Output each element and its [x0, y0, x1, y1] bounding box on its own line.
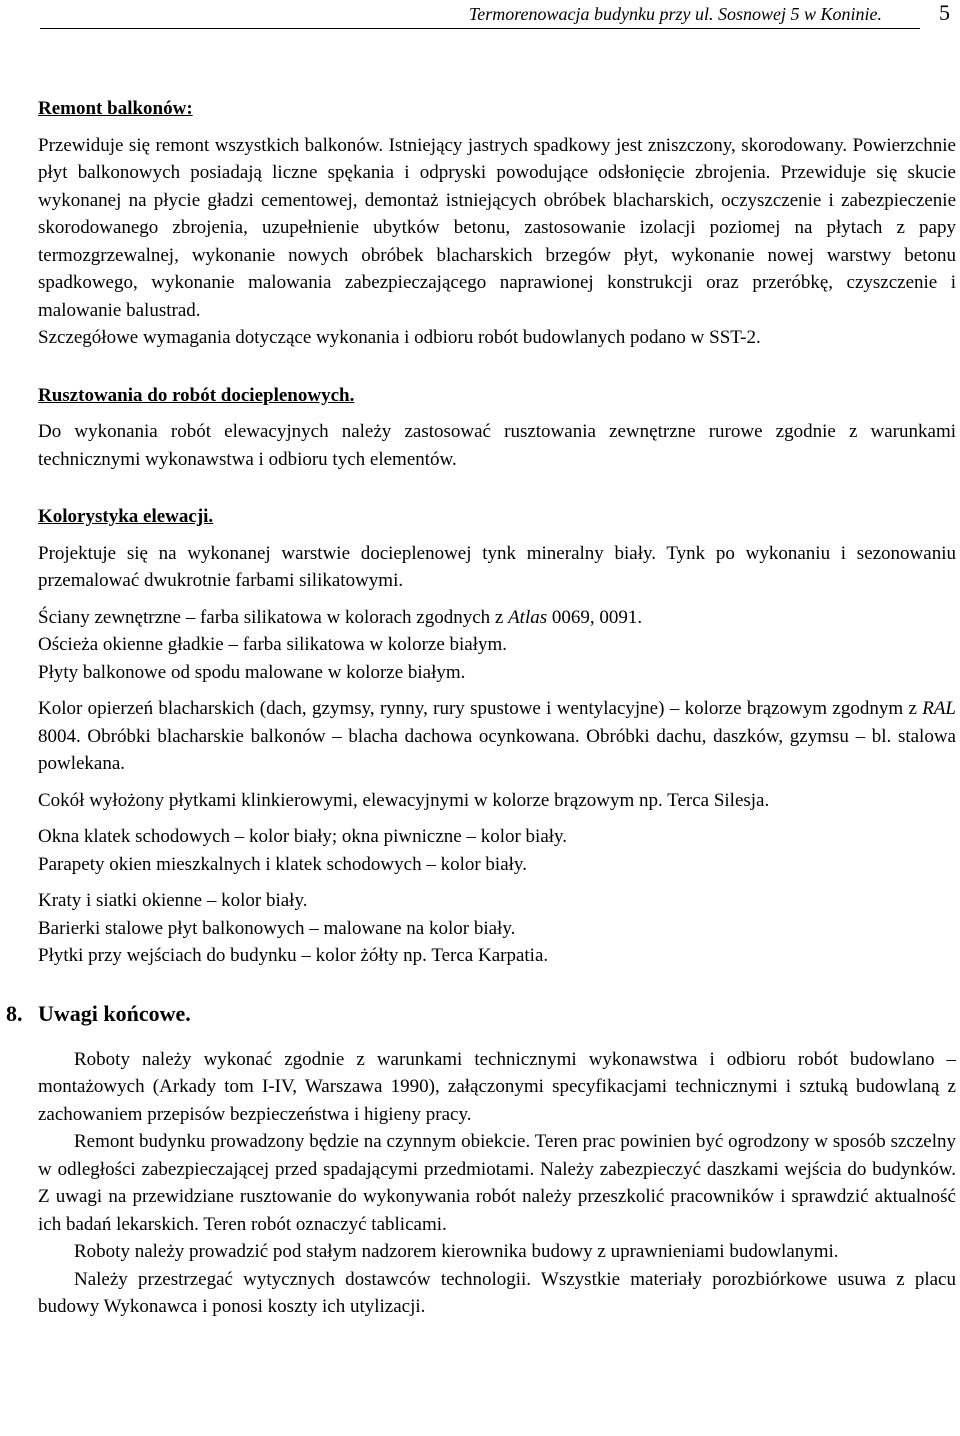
section-title-text: Uwagi końcowe.	[38, 1000, 191, 1026]
uwagi-p1: Roboty należy wykonać zgodnie z warunkami technicznymi wykonawstwa i odbioru robót budowlano – montażowych (Arkady tom I-IV, Warszawa 1990), załączonymi specyfikacjami technicznymi i sztuką budowlaną z zachowaniem przepisów bezpieczeństwa i higieny pracy.	[38, 1048, 956, 1125]
kolorystyka-p6: Cokół wyłożony płytkami klinkierowymi, elewacyjnymi w kolorze brązowym np. Terca Silesja.	[38, 789, 770, 811]
kolorystyka-p1: Projektuje się na wykonanej warstwie docieplenowej tynk mineralny biały. Tynk po wykonaniu i sezonowaniu przemalować dwukrotnie farbami silikatowymi.	[38, 542, 956, 591]
kolorystyka-p3: Ościeża okienne gładkie – farba silikatowa w kolorze białym.	[38, 634, 508, 655]
kolorystyka-heading: Kolorystyka elewacji.	[38, 506, 214, 527]
uwagi-p3: Roboty należy prowadzić pod stałym nadzorem kierownika budowy z uprawnieniami budowlanymi.	[74, 1241, 839, 1262]
kolorystyka-p10: Barierki stalowe płyt balkonowych – malowane na kolor biały.	[38, 917, 516, 939]
kolorystyka-p9: Kraty i siatki okienne – kolor biały.	[38, 890, 308, 911]
uwagi-p2: Remont budynku prowadzony będzie na czynnym obiekcie. Teren prac powinien być ogrodzony w sposób szczelny w odległości zabezpieczającej przed spadającymi przedmiotami. Należy zabezpieczyć daszkami wejścia do budynków. Z uwagi na przewidziane rusztowanie do wykonywania robót należy przeszkolić pracowników i sprawdzić aktualność ich badań lekarskich. Teren robót oznaczyć tablicami.	[38, 1131, 956, 1235]
section-number: 8.	[6, 1000, 23, 1026]
uwagi-p4: Należy przestrzegać wytycznych dostawców technologii. Wszystkie materiały porozbiórkowe usuwa z placu budowy Wykonawca i ponosi koszty ich utylizacji.	[38, 1268, 956, 1317]
rusztowania-paragraph: Do wykonania robót elewacyjnych należy zastosować rusztowania zewnętrzne rurowe zgodnie z warunkami technicznymi wykonawstwa i odbioru tych elementów.	[38, 421, 956, 470]
kolorystyka-p8: Parapety okien mieszkalnych i klatek schodowych – kolor biały.	[38, 853, 527, 875]
section-8-title	[6, 1000, 924, 1028]
balkony-paragraph: Przewiduje się remont wszystkich balkonów. Istniejący jastrych spadkowy jest zniszczony, skorodowany. Powierzchnie płyt balkonowych posiadają liczne spękania i odpryski powodujące odsłonięcie zbrojenia. Przewiduje się skucie wykonanej na płycie gładzi cementowej, demontaż istniejących obróbek blacharskich, oczyszczenie i zabezpieczenie skorodowanego zbrojenia, uzupełnienie ubytków betonu, zastosowanie izolacji poziomej na płytach z papy termozgrzewalnej, wykonanie nowych obróbek blacharskich brzegów płyt, wykonanie nowej warstwy betonu spadkowego, wykonanie malowania zabezpieczającego naprawionej konstrukcji oraz przeróbkę, czyszczenie i malowanie balustrad.	[38, 134, 956, 321]
page-number: 5	[939, 0, 950, 25]
balkony-paragraph-2: Szczegółowe wymagania dotyczące wykonania i odbioru robót budowlanych podano w SST-2.	[38, 327, 761, 348]
running-title: Termorenowacja budynku przy ul. Sosnowej 5 w Koninie.	[468, 4, 882, 24]
page-body	[6, 95, 956, 1321]
running-header	[40, 4, 920, 29]
atlas-brand: Atlas	[508, 606, 548, 628]
balkony-heading: Remont balkonów:	[38, 98, 193, 119]
kolorystyka-p2: Ściany zewnętrzne – farba silikatowa w kolorach zgodnych z Atlas 0069, 0091.	[38, 606, 643, 628]
kolorystyka-p7: Okna klatek schodowych – kolor biały; okna piwniczne – kolor biały.	[38, 826, 568, 847]
kolorystyka-p4: Płyty balkonowe od spodu malowane w kolorze białym.	[38, 661, 466, 683]
kolorystyka-p11: Płytki przy wejściach do budynku – kolor żółty np. Terca Karpatia.	[38, 945, 549, 966]
rusztowania-heading: Rusztowania do robót docieplenowych.	[38, 384, 355, 406]
ral-brand: RAL	[922, 698, 956, 719]
kolorystyka-p5: Kolor opierzeń blacharskich (dach, gzymsy, rynny, rury spustowe i wentylacyjne) – kolorze brązowym zgodnym z RAL 8004. Obróbki blacharskie balkonów – blacha dachowa ocynkowana. Obróbki dachu, daszków, gzymsu – bl. stalowa powlekana.	[38, 698, 956, 774]
